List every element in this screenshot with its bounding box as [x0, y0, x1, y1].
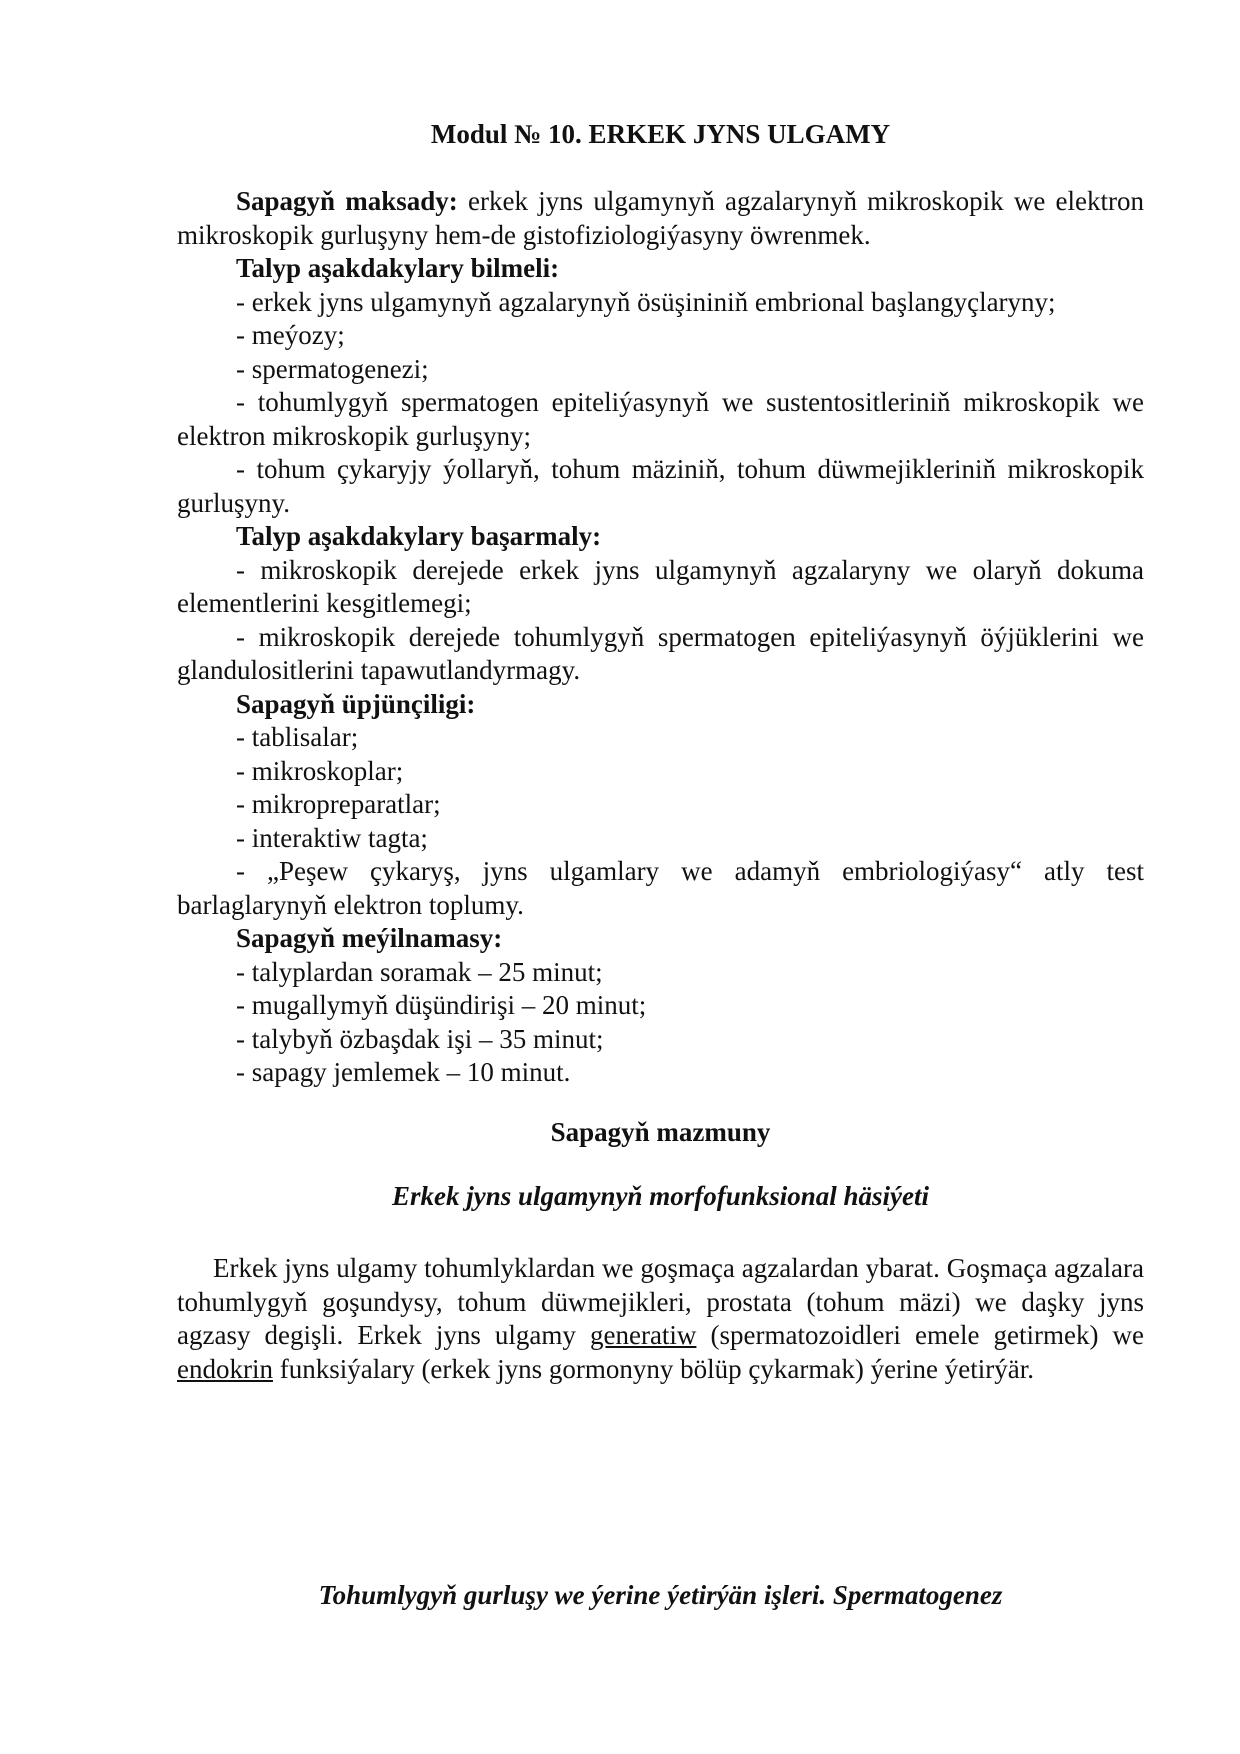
plan-heading: Sapagyň meýilnamasy:: [236, 923, 503, 953]
list-item: - tohumlygyň spermatogen epiteliýasynyň we sustentositleriniň mikroskopik we elektron mikroskopik gurluşyny;: [177, 387, 1144, 451]
body-text-1: Erkek jyns ulgamy tohumlyklardan we goşmaça agzalardan ybarat. Goşmaça agzalara tohumlygyň goşundysy, tohum düwmejikleri, prostata (tohum mäzi) we daşky jyns agzasy degişli. Erkek jyns ulgamy: [177, 1253, 1144, 1350]
know-heading: Talyp aşakdakylary bilmeli:: [236, 253, 560, 283]
list-item: - tablisalar;: [236, 722, 359, 752]
body-text-3: funksiýalary (erkek jyns gormonyny bölüp çykarmak) ýerine ýetirýär.: [272, 1353, 1035, 1384]
list-item: - mikroskopik derejede tohumlygyň spermatogen epiteliýasynyň öýjüklerini we glandulositlerini tapawutlandyrmagy.: [177, 621, 1144, 685]
lesson-info: [177, 185, 1144, 1090]
page-title: Modul № 10. ERKEK JYNS ULGAMY: [430, 119, 891, 149]
list-item: - mikropreparatlar;: [236, 789, 441, 819]
list-item: - interaktiw tagta;: [236, 822, 428, 853]
term-generatiw: generatiw: [589, 1320, 697, 1350]
list-item: - „Peşew çykaryş, jyns ulgamlary we adamyň embriologiýasy“ atly test barlaglarynyň elektron toplumy.: [177, 856, 1144, 920]
list-item: - meýozy;: [236, 320, 345, 350]
aim-paragraph: [177, 185, 1144, 252]
list-item: - mikroskopik derejede erkek jyns ulgamynyň agzalaryny we olaryň dokuma elementlerini kesgitlemegi;: [177, 554, 1144, 618]
body-paragraph: [177, 1252, 1144, 1386]
list-item: - tohum çykaryjy ýollaryň, tohum mäziniň, tohum düwmejikleriniň mikroskopik gurluşyny.: [177, 454, 1144, 518]
list-item: - erkek jyns ulgamynyň agzalarynyň ösüşininiň embrional başlangyçlaryny;: [236, 286, 1056, 317]
term-endokrin: endokrin: [177, 1353, 273, 1384]
body-paragraph-block: [177, 1252, 1144, 1386]
list-item: - sapagy jemlemek – 10 minut.: [236, 1057, 571, 1087]
subheading-morphofunctional: Erkek jyns ulgamynyň morfofunksional häsiýeti: [391, 1181, 930, 1211]
equip-heading: Sapagyň üpjünçiligi:: [236, 688, 476, 719]
list-item: - mugallymyň düşündirişi – 20 minut;: [236, 990, 647, 1020]
list-item: - talyplardan soramak – 25 minut;: [236, 956, 603, 987]
aim-text: erkek jyns ulgamynyň agzalarynyň mikroskopik we elektron mikroskopik gurluşyny hem-de gistofiziologiýasyny öwrenmek.: [177, 186, 1144, 250]
body-text-2: (spermatozoidleri emele getirmek) we: [696, 1320, 1144, 1350]
list-item: - spermatogenezi;: [236, 353, 429, 384]
content-heading: Sapagyň mazmuny: [550, 1117, 771, 1147]
subheading-spermatogenesis: Tohumlygyň gurluşy we ýerine ýetirýän işleri. Spermatogenez: [318, 1580, 1003, 1610]
list-item: - talybyň özbaşdak işi – 35 minut;: [236, 1023, 604, 1054]
aim-label: Sapagyň maksady:: [236, 186, 458, 216]
list-item: - mikroskoplar;: [236, 755, 404, 786]
do-heading: Talyp aşakdakylary başarmaly:: [236, 521, 602, 551]
